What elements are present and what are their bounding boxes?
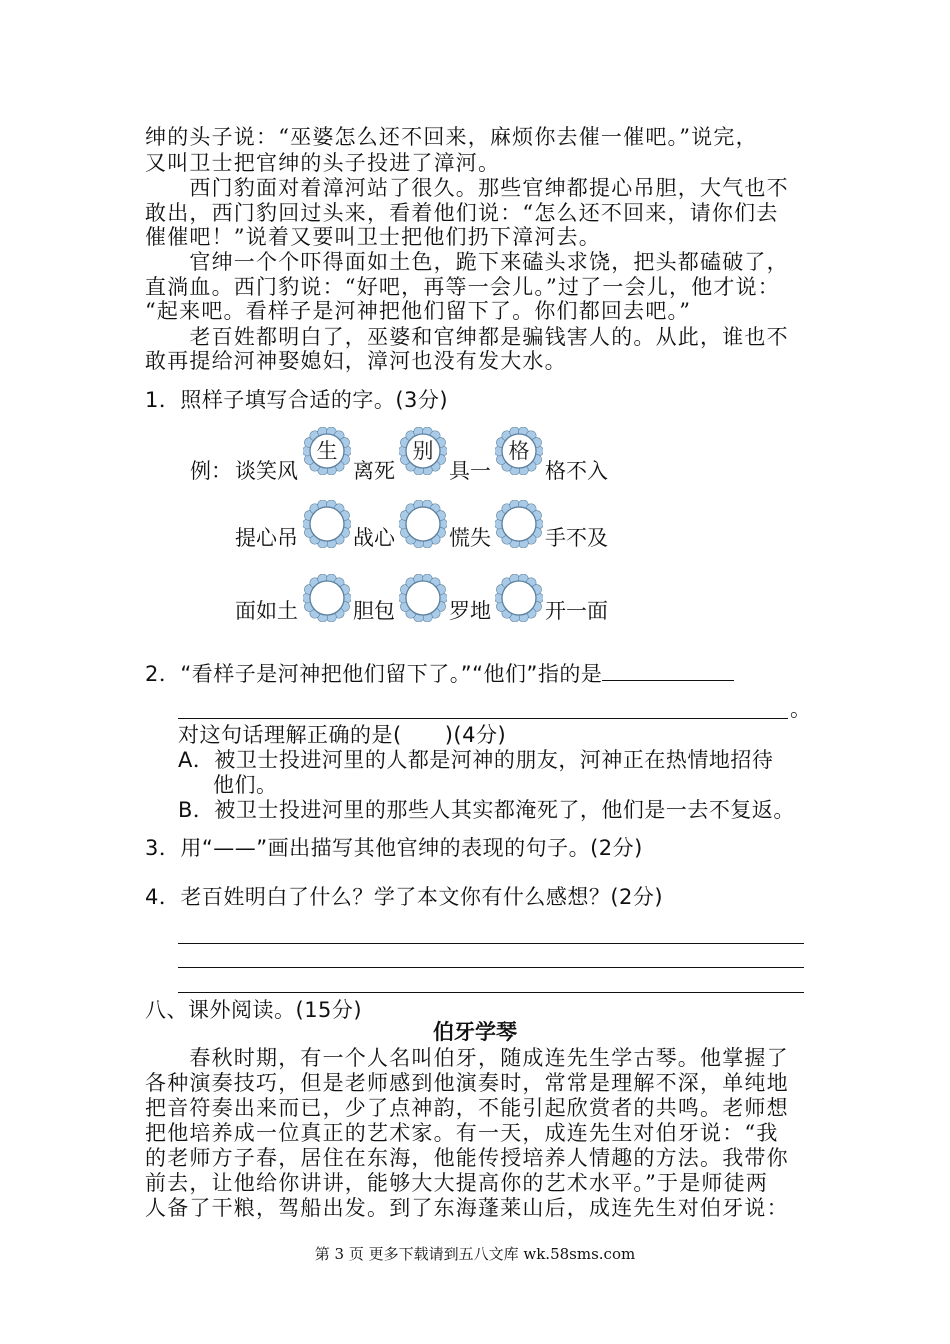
answer-character: 生 xyxy=(316,439,338,463)
passage-line: “起来吧。看样子是河神把他们留下了。你们都回去吧。” xyxy=(145,299,692,323)
reading-line: 人备了干粮，驾船出发。到了东海蓬莱山后，成连先生对伯牙说： xyxy=(145,1196,789,1220)
answer-character xyxy=(303,574,351,622)
q2-prompt xyxy=(145,660,734,687)
flower-answer-box[interactable] xyxy=(495,574,543,622)
answer-character xyxy=(495,574,543,622)
example-label: 例： xyxy=(190,459,232,483)
q4-answer-line[interactable] xyxy=(178,992,804,993)
answer-character: 别 xyxy=(412,439,434,463)
q1-prompt: 1．照样子填写合适的字。(3分) xyxy=(145,388,449,412)
passage-line: 直淌血。西门豹说：“好吧，再等一会儿。”过了一会儿，他才说： xyxy=(145,275,780,299)
q4-prompt: 4．老百姓明白了什么？学了本文你有什么感想？(2分) xyxy=(145,885,664,909)
flower-answer-box[interactable] xyxy=(495,427,543,475)
idiom-fragment: 手不及 xyxy=(545,526,608,550)
reading-line: 把他培养成一位真正的艺术家。有一天，成连先生对伯牙说：“我 xyxy=(145,1121,779,1145)
idiom-fragment: 胆包 xyxy=(353,599,395,623)
reading-title: 伯牙学琴 xyxy=(433,1020,517,1044)
q2-sub-question: 对这句话理解正确的是( )(4分) xyxy=(178,723,507,747)
flower-answer-box[interactable] xyxy=(495,500,543,548)
flower-answer-box[interactable] xyxy=(303,427,351,475)
flower-answer-box[interactable] xyxy=(303,500,351,548)
idiom-fragment: 开一面 xyxy=(545,599,608,623)
q2-answer-blank[interactable] xyxy=(602,660,734,681)
flower-answer-box[interactable] xyxy=(303,574,351,622)
flower-answer-box[interactable] xyxy=(399,500,447,548)
idiom-fragment: 格不入 xyxy=(545,459,608,483)
q2-option-b[interactable]: B．被卫士投进河里的那些人其实都淹死了，他们是一去不复返。 xyxy=(178,798,795,822)
idiom-fragment: 离死 xyxy=(353,459,395,483)
reading-line: 把音符奏出来而已，少了点神韵，不能引起欣赏者的共鸣。老师想 xyxy=(145,1096,789,1120)
idiom-fragment: 具一 xyxy=(449,459,491,483)
passage-line: 绅的头子说：“巫婆怎么还不回来，麻烦你去催一催吧。”说完， xyxy=(145,125,758,149)
passage-line: 官绅一个个吓得面如土色，跪下来磕头求饶，把头都磕破了， xyxy=(145,250,789,274)
q2-option-a-cont: 他们。 xyxy=(213,773,278,797)
reading-line: 的老师方子春，居住在东海，他能传授培养人情趣的方法。我带你 xyxy=(145,1146,789,1170)
passage-line: 西门豹面对着漳河站了很久。那些官绅都提心吊胆，大气也不 xyxy=(145,176,789,200)
passage-line: 敢出，西门豹回过头来，看着他们说：“怎么还不回来，请你们去 xyxy=(145,201,779,225)
section-heading: 八、课外阅读。(15分) xyxy=(145,998,363,1022)
answer-character xyxy=(303,500,351,548)
idiom-fragment: 提心吊 xyxy=(235,526,298,550)
passage-line: 催催吧！”说着又要叫卫士把他们扔下漳河去。 xyxy=(145,225,601,249)
passage-line: 又叫卫士把官绅的头子投进了漳河。 xyxy=(145,151,501,175)
idiom-fragment: 慌失 xyxy=(449,526,491,550)
q2-answer-line[interactable] xyxy=(178,718,788,719)
q4-answer-line[interactable] xyxy=(178,943,804,944)
idiom-fragment: 谈笑风 xyxy=(235,459,298,483)
q2-prompt-text: 2．“看样子是河神把他们留下了。”“他们”指的是 xyxy=(145,662,603,686)
q4-answer-line[interactable] xyxy=(178,967,804,968)
idiom-fragment: 罗地 xyxy=(449,599,491,623)
answer-character xyxy=(495,500,543,548)
q2-end-mark: 。 xyxy=(790,697,811,721)
idiom-fragment: 面如土 xyxy=(235,599,298,623)
idiom-fragment: 战心 xyxy=(353,526,395,550)
answer-character: 格 xyxy=(508,439,530,463)
flower-answer-box[interactable] xyxy=(399,574,447,622)
passage-line: 老百姓都明白了，巫婆和官绅都是骗钱害人的。从此，谁也不 xyxy=(145,325,789,349)
page-footer: 第 3 页 更多下载请到五八文库 wk.58sms.com xyxy=(314,1245,636,1263)
reading-line: 春秋时期，有一个人名叫伯牙，随成连先生学古琴。他掌握了 xyxy=(145,1046,789,1070)
answer-character xyxy=(399,574,447,622)
q2-option-a[interactable]: A．被卫士投进河里的人都是河神的朋友，河神正在热情地招待 xyxy=(178,748,774,772)
q3-prompt: 3．用“——”画出描写其他官绅的表现的句子。(2分) xyxy=(145,836,643,860)
passage-line: 敢再提给河神娶媳妇，漳河也没有发大水。 xyxy=(145,349,567,373)
reading-line: 各种演奏技巧，但是老师感到他演奏时，常常是理解不深，单纯地 xyxy=(145,1071,789,1095)
flower-answer-box[interactable] xyxy=(399,427,447,475)
reading-line: 前去，让他给你讲讲，能够大大提高你的艺术水平。”于是师徒两 xyxy=(145,1171,769,1195)
answer-character xyxy=(399,500,447,548)
